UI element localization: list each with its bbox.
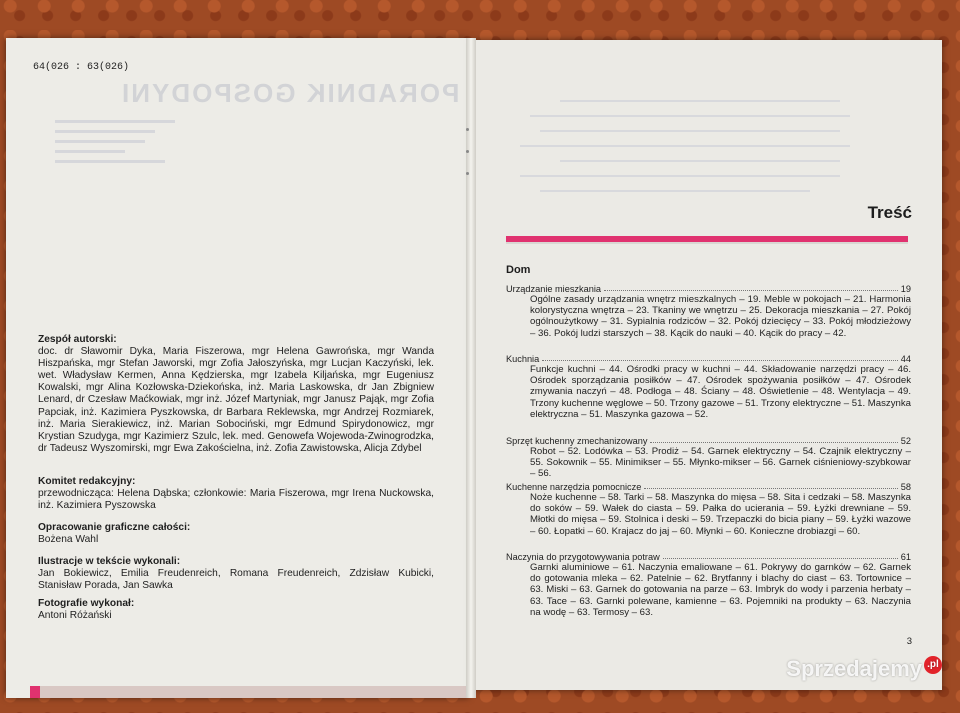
toc-entry-description: Noże kuchenne – 58. Tarki – 58. Maszynka do mięsa – 58. Sita i cedzaki – 58. Maszynka do soków – 59. Wałek do ciasta – 59. Pałka do ucierania – 59. Łyżki drewniane – 59. Młotki do mięsa – 59. Stolnica i deski – 59. Trzepaczki do bicia piany – 59. Łyżki wazowe – 60. Łopatki – 60. Krajacz do jaj – 60. Młynki – 60. Konieczne drobiazgi – 60.: [530, 492, 911, 537]
toc-entry-page: 61: [900, 552, 911, 562]
toc-entry: [506, 552, 911, 618]
toc-entry-description: Ogólne zasady urządzania wnętrz mieszkalnych – 19. Meble w pokojach – 21. Harmonia kolorystyczna wnętrza – 23. Tkaniny we wnętrzu – 25. Dekoracja mieszkania – 27. Pokój ogólnoużytkowy – 31. Sypialnia rodziców – 32. Pokój dziecięcy – 33. Pokój młodzieżowy – 36. Pokój ludzi starszych – 38. Kącik do nauki – 40. Kącik do pracy – 42.: [530, 294, 911, 339]
illustrations-block: [38, 556, 434, 592]
toc-entry-label: Naczynia do przygotowywania potraw: [506, 552, 660, 562]
toc-leader-dots: [604, 290, 898, 291]
toc-entry-page: 52: [900, 436, 911, 446]
toc-entry: [506, 482, 911, 537]
toc-entry-description: Garnki aluminiowe – 61. Naczynia emaliowane – 61. Pokrywy do garnków – 62. Garnek do gotowania mleka – 62. Patelnie – 62. Brytfanny i blachy do ciast – 63. Tortownice – 63. Miski – 63. Garnek do gotowania na parze – 63. Imbryk do wody i parzenia herbaty – 63. Tace – 63. Garnki polewane, kamienne – 63. Pojemniki na produkty – 63. Naczynia na wodę – 63. Termosy – 63.: [530, 562, 911, 618]
toc-leader-dots: [542, 360, 898, 361]
illustrations-heading: Ilustracje w tekście wykonali:: [38, 556, 181, 567]
classification-number: 64(026 : 63(026): [33, 62, 130, 73]
book-spine: [466, 38, 476, 698]
watermark-text: Sprzedajemy: [786, 656, 922, 681]
illustrations-text: Jan Bokiewicz, Emilia Freudenreich, Romana Freudenreich, Zdzisław Kubicki, Stanisław Porada, Jan Sawka: [38, 568, 434, 592]
toc-entry-page: 58: [900, 482, 911, 492]
toc-leader-dots: [650, 442, 897, 443]
toc-entry-head: [506, 284, 911, 294]
toc-section-heading: Dom: [506, 264, 531, 276]
graphics-block: [38, 522, 434, 546]
toc-entry-head: [506, 436, 911, 446]
page-number: 3: [906, 636, 912, 647]
toc-entry: [506, 284, 911, 339]
toc-entry-description: Funkcje kuchni – 44. Ośrodki pracy w kuchni – 44. Składowanie narzędzi pracy – 46. Ośrodek sporządzania posiłków – 47. Ośrodek spożywania posiłków – 47. Ośrodek zmywania naczyń – 48. Podłoga – 48. Ściany – 48. Oświetlenie – 48. Wentylacja – 49. Trzony kuchenne węglowe – 50. Trzony gazowe – 51. Trzony elektryczne – 51. Maszynka elektryczna – 51. Maszynka gazowa – 52.: [530, 364, 911, 420]
toc-entry-head: [506, 482, 911, 492]
committee-text: przewodnicząca: Helena Dąbska; członkowie: Maria Fiszerowa, mgr Irena Nuckowska, inż. Kazimiera Pyszowska: [38, 488, 434, 512]
toc-entry-page: 44: [900, 354, 911, 364]
toc-entry-label: Sprzęt kuchenny zmechanizowany: [506, 436, 648, 446]
committee-block: [38, 476, 434, 512]
toc-leader-dots: [663, 558, 898, 559]
photos-block: [38, 598, 434, 622]
toc-entry-head: [506, 354, 911, 364]
bleed-through-title: PORADNIK GOSPODYNI: [120, 78, 460, 108]
graphics-heading: Opracowanie graficzne całości:: [38, 522, 191, 533]
toc-entry-label: Kuchenne narzędzia pomocnicze: [506, 482, 642, 492]
toc-entry-label: Kuchnia: [506, 354, 540, 364]
toc-title: Treść: [867, 203, 912, 222]
toc-rule: [506, 236, 908, 242]
watermark-badge: .pl: [924, 656, 942, 674]
page-edge-strip: [30, 686, 475, 698]
toc-entry-label: Urządzanie mieszkania: [506, 284, 601, 294]
authors-heading: Zespół autorski:: [38, 334, 117, 345]
photos-heading: Fotografie wykonał:: [38, 598, 135, 609]
toc-entry-description: Robot – 52. Lodówka – 53. Prodiż – 54. Garnek elektryczny – 54. Czajnik elektryczny – 55. Sokownik – 55. Minimikser – 55. Młynko-mikser – 56. Garnek ciśnieniowy-szybkowar – 56.: [530, 446, 911, 480]
toc-entry-head: [506, 552, 911, 562]
toc-entry-page: 19: [900, 284, 911, 294]
authors-block: [38, 334, 434, 455]
photos-text: Antoni Różański: [38, 610, 112, 622]
committee-heading: Komitet redakcyjny:: [38, 476, 136, 487]
graphics-text: Bożena Wahl: [38, 534, 99, 546]
toc-entry: [506, 354, 911, 420]
authors-text: doc. dr Sławomir Dyka, Maria Fiszerowa, mgr Helena Gawrońska, mgr Wanda Hiszpańska, mgr Stefan Jaworski, mgr Zofia Jałoszyńska, mgr Lucjan Kaczyński, lek. wet. Władysław Kermen, Anna Kędzierska, mgr Izabela Kiljańska, mgr Eugeniusz Kowalski, mgr Alina Kozłowska-Dziekońska, inż. Maria Laskowska, dr Jan Zbigniew Lenard, dr Czesław Maćkowiak, mgr inż. Józef Martyniak, mgr Janusz Pająk, mgr Zofia Papciak, inż. Kazimiera Pyszkowska, dr Barbara Reklewska, mgr Andrzej Rozmiarek, inż. Maria Sierakiewicz, inż. Marian Sobociński, mgr Edmund Spirydonowicz, mgr Krystian Szudyga, mgr Kazimierz Szulc, lek. med. Genowefa Wojewoda-Zwinogrodzka, dr Tadeusz Wyszomirski, mgr Ewa Zakościelna, inż. Zofia Zawistowska, Alicja Zdybel: [38, 346, 434, 454]
watermark: [786, 656, 942, 682]
toc-leader-dots: [644, 488, 897, 489]
toc-entry: [506, 436, 911, 480]
